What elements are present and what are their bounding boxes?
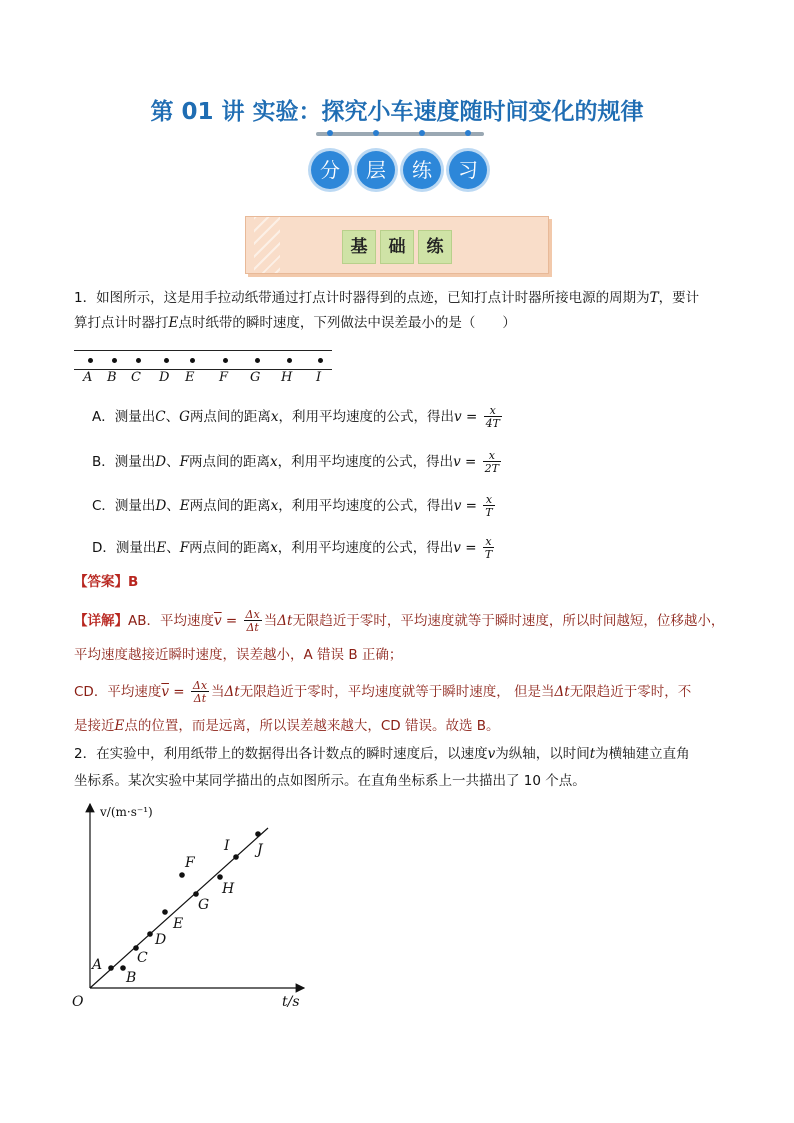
q1-detail-ab-line2: 平均速度越接近瞬时速度，误差越小，A 错误 B 正确；	[74, 647, 403, 663]
banner-char: 层	[357, 151, 395, 189]
paper-tape-figure	[74, 348, 332, 386]
data-point-b	[120, 965, 126, 971]
data-point-d	[147, 931, 153, 937]
tape-label: H	[281, 370, 293, 385]
tape-label: B	[107, 370, 117, 385]
banner-char: 习	[449, 151, 487, 189]
y-axis-label: v/(m·s⁻¹)	[100, 805, 153, 819]
data-point-h	[217, 874, 223, 880]
tape-dot	[112, 358, 117, 363]
point-label-h: H	[222, 881, 235, 897]
tape-label: A	[83, 370, 93, 385]
x-axis-label: t/s	[282, 994, 300, 1010]
point-label-e: E	[173, 916, 184, 932]
section-char: 础	[380, 230, 414, 264]
tape-dot	[88, 358, 93, 363]
banner-bar	[316, 132, 484, 136]
tape-dot	[136, 358, 141, 363]
point-label-i: I	[224, 838, 230, 854]
point-label-c: C	[137, 950, 148, 966]
point-label-f: F	[185, 855, 195, 871]
banner-pin	[419, 130, 425, 136]
tape-edge-top	[74, 350, 332, 351]
banner-pin	[465, 130, 471, 136]
data-point-a	[108, 965, 114, 971]
q2-stem-line1: 2．在实验中，利用纸带上的数据得出各计数点的瞬时速度后，以速度v为纵轴，以时间t为横轴建立直角	[74, 746, 690, 762]
data-point-i	[233, 854, 239, 860]
tape-dot	[223, 358, 228, 363]
point-label-d: D	[155, 932, 167, 948]
q1-option-a: A．测量出C、G两点间的距离x，利用平均速度的公式，得出v = $\frac{x}{4T}$	[92, 404, 500, 430]
tape-dot	[318, 358, 323, 363]
banner-pin	[373, 130, 379, 136]
q2-stem-line2: 坐标系。某次实验中某同学描出的点如图所示。在直角坐标系上一共描出了 10 个点。	[74, 773, 586, 789]
data-point-e	[162, 909, 168, 915]
data-point-f	[179, 872, 185, 878]
q1-detail-cd-line2: 是接近E点的位置，而是远离，所以误差越来越大，CD 错误。故选 B。	[74, 718, 500, 734]
tape-label: F	[219, 370, 229, 385]
q1-answer: 【答案】B	[74, 574, 139, 590]
point-label-a: A	[92, 957, 103, 973]
fit-line	[90, 828, 268, 988]
point-label-j: J	[257, 842, 263, 858]
tape-dot	[255, 358, 260, 363]
vt-graph	[72, 800, 312, 1015]
q1-option-d: D．测量出E、F两点间的距离x，利用平均速度的公式，得出v = $\frac{x}{T}$	[92, 535, 493, 561]
data-point-g	[193, 891, 199, 897]
point-label-b: B	[126, 970, 137, 986]
section-heading	[245, 216, 549, 274]
practice-banner	[300, 128, 500, 196]
tape-label: I	[316, 370, 322, 385]
tape-dot	[164, 358, 169, 363]
q1-detail-ab: 【详解】AB．平均速度$\overline{v}$ = $\frac{\Delta x}{\Delta t}$ 当Δt无限趋近于零时，平均速度就等于瞬时速度，所以时间越短，位移越小，	[74, 608, 725, 634]
banner-pin	[327, 130, 333, 136]
data-point-j	[255, 831, 261, 837]
section-char: 练	[418, 230, 452, 264]
q1-stem-line1: 1．如图所示，这是用手拉动纸带通过打点计时器得到的点迹，已知打点计时器所接电源的周期为T，要计	[74, 290, 700, 306]
q1-option-b: B．测量出D、F两点间的距离x，利用平均速度的公式，得出v = $\frac{x}{2T}$	[92, 449, 499, 475]
q1-option-c: C．测量出D、E两点间的距离x，利用平均速度的公式，得出v = $\frac{x}{T}$	[92, 493, 493, 519]
tape-label: E	[185, 370, 195, 385]
banner-char: 分	[311, 151, 349, 189]
page-title: 第 01 讲 实验：探究小车速度随时间变化的规律	[150, 99, 644, 125]
banner-char: 练	[403, 151, 441, 189]
q1-detail-cd: CD．平均速度$\overline{v}$ = $\frac{\Delta x}{\Delta t}$ 当Δt无限趋近于零时，平均速度就等于瞬时速度， 但是当Δt无限趋近于零时，不	[74, 679, 692, 705]
origin-label: O	[72, 994, 84, 1010]
tape-dot	[190, 358, 195, 363]
tape-dot	[287, 358, 292, 363]
tape-label: G	[250, 370, 261, 385]
point-label-g: G	[198, 897, 210, 913]
q1-stem-line2: 算打点计时器打E点时纸带的瞬时速度，下列做法中误差最小的是（ ）	[74, 315, 516, 331]
section-stripe	[254, 217, 280, 273]
section-char: 基	[342, 230, 376, 264]
tape-label: D	[159, 370, 170, 385]
tape-label: C	[131, 370, 141, 385]
